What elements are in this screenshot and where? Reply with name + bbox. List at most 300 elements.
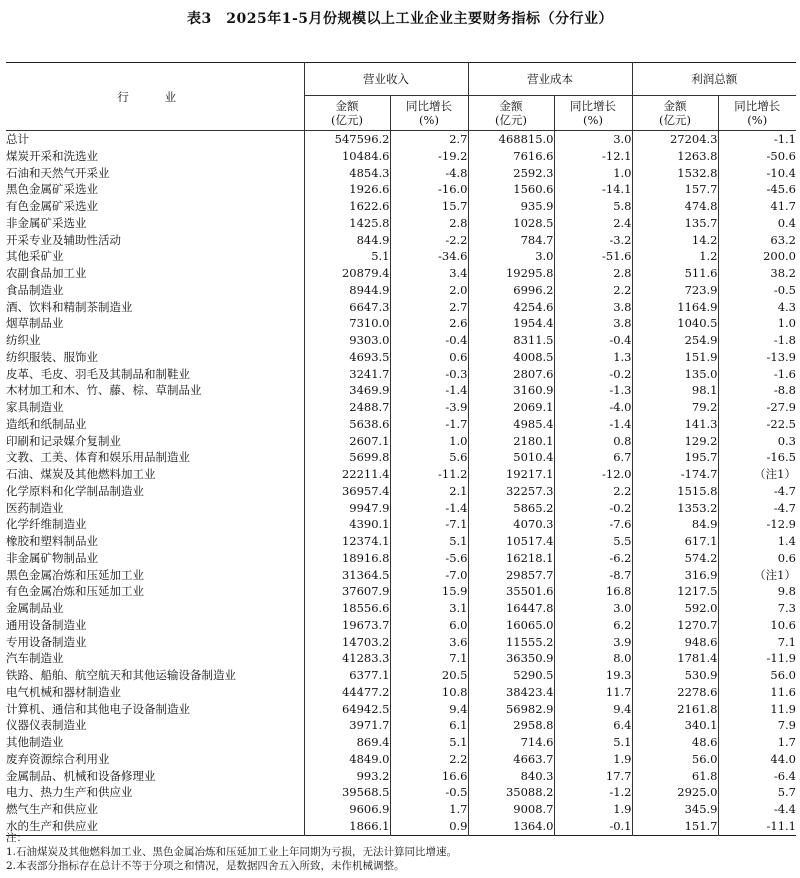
cost-growth-cell: 2.2 — [554, 282, 632, 299]
profit-amount-cell: 1353.2 — [632, 500, 718, 517]
profit-growth-cell: 10.6 — [718, 617, 796, 634]
cost-amount-cell: 35088.2 — [468, 784, 554, 801]
industry-name: 橡胶和塑料制品业 — [6, 534, 98, 548]
revenue-amount-cell: 14703.2 — [304, 634, 390, 651]
revenue-amount-cell: 4390.1 — [304, 516, 390, 533]
revenue-amount-cell: 869.4 — [304, 734, 390, 751]
industry-name: 农副食品加工业 — [6, 266, 87, 280]
revenue-growth-cell: -11.2 — [390, 466, 468, 483]
table-row — [6, 131, 796, 148]
cost-amount-cell: 4254.6 — [468, 299, 554, 316]
table-row — [6, 516, 796, 533]
profit-growth-cell: 7.3 — [718, 600, 796, 617]
profit-amount-cell: 530.9 — [632, 667, 718, 684]
profit-growth-cell: -0.5 — [718, 282, 796, 299]
profit-amount-cell: 27204.3 — [632, 131, 718, 148]
revenue-growth-cell: 15.9 — [390, 583, 468, 600]
growth-unit: (%) — [747, 113, 768, 127]
cost-amount-cell: 19217.1 — [468, 466, 554, 483]
cost-amount-cell: 2958.8 — [468, 717, 554, 734]
revenue-growth-cell: -7.0 — [390, 567, 468, 584]
industry-name: 总计 — [6, 132, 29, 146]
revenue-growth-cell: 2.1 — [390, 483, 468, 500]
revenue-amount-cell: 44477.2 — [304, 684, 390, 701]
industry-name: 其他采矿业 — [6, 249, 64, 264]
profit-amount-cell: 617.1 — [632, 533, 718, 550]
table-row — [6, 349, 796, 366]
industry-name: 黑色金属矿采选业 — [6, 182, 98, 197]
table-row — [6, 265, 796, 282]
industry-name: 金属制品、机械和设备修理业 — [6, 768, 156, 783]
cost-growth-cell: 3.8 — [554, 299, 632, 316]
cost-growth-cell: -1.2 — [554, 784, 632, 801]
profit-growth-cell: 7.9 — [718, 717, 796, 734]
profit-amount-cell: 340.1 — [632, 717, 718, 734]
profit-growth-cell: （注1） — [718, 567, 796, 584]
industry-name: 非金属矿采选业 — [6, 215, 87, 230]
profit-growth-cell: -1.1 — [718, 131, 796, 148]
profit-growth-cell: -1.6 — [718, 366, 796, 383]
cost-growth-cell: -4.0 — [554, 399, 632, 416]
cost-amount-cell: 29857.7 — [468, 567, 554, 584]
industry-name: 金属制品业 — [6, 601, 64, 615]
cost-growth-cell: -0.1 — [554, 818, 632, 835]
amount-label: 金额 — [335, 99, 359, 113]
table-row — [6, 483, 796, 500]
profit-growth-cell: -6.4 — [718, 768, 796, 785]
cost-amount-cell: 9008.7 — [468, 801, 554, 818]
industry-name: 铁路、船舶、航空航天和其他运输设备制造业 — [6, 668, 236, 682]
cost-amount-cell: 8311.5 — [468, 332, 554, 349]
cost-amount-cell: 16447.8 — [468, 600, 554, 617]
industry-name: 煤炭开采和洗选业 — [6, 148, 98, 163]
profit-amount-cell: 129.2 — [632, 433, 718, 450]
industry-name: 通用设备制造业 — [6, 617, 87, 632]
revenue-amount-cell: 9947.9 — [304, 500, 390, 517]
industry-name: 化学纤维制造业 — [6, 517, 87, 532]
industry-name: 木材加工和木、竹、藤、棕、草制品业 — [6, 383, 202, 398]
cost-growth-cell: 6.4 — [554, 717, 632, 734]
table-row — [6, 433, 796, 450]
cost-amount-cell: 3160.9 — [468, 382, 554, 399]
revenue-amount-cell: 844.9 — [304, 232, 390, 249]
footnotes — [6, 831, 796, 873]
amount-label: 金额 — [663, 99, 687, 113]
profit-growth-cell: -11.1 — [718, 818, 796, 835]
revenue-growth-cell: -4.8 — [390, 165, 468, 182]
amount-label: 金额 — [499, 99, 523, 113]
table-row — [6, 667, 796, 684]
revenue-amount-cell: 12374.1 — [304, 533, 390, 550]
profit-growth-cell: 5.7 — [718, 784, 796, 801]
profit-growth-cell: -45.6 — [718, 181, 796, 198]
note-2: 2.本表部分指标存在总计不等于分项之和情况，是数据四舍五入所致，未作机械调整。 — [6, 860, 405, 872]
cost-growth-cell: 11.7 — [554, 684, 632, 701]
industry-name: 汽车制造业 — [6, 651, 64, 666]
cost-group-header: 营业成本 — [468, 63, 632, 96]
profit-growth-cell: -1.8 — [718, 332, 796, 349]
revenue-growth-cell: 15.7 — [390, 198, 468, 215]
profit-growth-cell: -50.6 — [718, 148, 796, 165]
revenue-amount-cell: 64942.5 — [304, 701, 390, 718]
table-row — [6, 215, 796, 232]
industry-name: 化学原料和化学制品制造业 — [6, 483, 144, 498]
profit-amount-cell: 2278.6 — [632, 684, 718, 701]
revenue-amount-cell: 2607.1 — [304, 433, 390, 450]
table-row — [6, 500, 796, 517]
profit-amount-cell: 474.8 — [632, 198, 718, 215]
revenue-amount-cell: 18916.8 — [304, 550, 390, 567]
profit-amount-cell: 2925.0 — [632, 784, 718, 801]
industry-column-header: 行 业 — [6, 63, 304, 131]
revenue-growth-cell: -0.4 — [390, 332, 468, 349]
notes-label: 注： — [6, 832, 27, 844]
profit-amount-cell: 1263.8 — [632, 148, 718, 165]
cost-growth-cell: 5.5 — [554, 533, 632, 550]
table-row — [6, 567, 796, 584]
profit-growth-cell: 0.3 — [718, 433, 796, 450]
profit-amount-header — [632, 96, 718, 131]
revenue-amount-cell: 3241.7 — [304, 366, 390, 383]
industry-name: 开采专业及辅助性活动 — [6, 232, 121, 247]
revenue-growth-cell: -7.1 — [390, 516, 468, 533]
cost-growth-cell: 3.0 — [554, 600, 632, 617]
profit-growth-cell: 44.0 — [718, 751, 796, 768]
cost-growth-cell: 1.3 — [554, 349, 632, 366]
table-row — [6, 332, 796, 349]
industry-name: 废弃资源综合利用业 — [6, 751, 110, 766]
revenue-growth-cell: 5.6 — [390, 449, 468, 466]
table-row — [6, 583, 796, 600]
revenue-growth-cell: -1.4 — [390, 382, 468, 399]
revenue-growth-cell: 2.7 — [390, 131, 468, 148]
profit-growth-cell: 41.7 — [718, 198, 796, 215]
industry-name: 水的生产和供应业 — [6, 818, 98, 833]
profit-amount-cell: 2161.8 — [632, 701, 718, 718]
revenue-amount-cell: 6377.1 — [304, 667, 390, 684]
cost-growth-cell: 1.9 — [554, 751, 632, 768]
table-row — [6, 701, 796, 718]
cost-growth-cell: 1.0 — [554, 165, 632, 182]
revenue-amount-header — [304, 96, 390, 131]
profit-growth-cell: 56.0 — [718, 667, 796, 684]
profit-amount-cell: 98.1 — [632, 382, 718, 399]
revenue-amount-cell: 9606.9 — [304, 801, 390, 818]
profit-growth-cell: -4.4 — [718, 801, 796, 818]
industry-name: 非金属矿物制品业 — [6, 550, 98, 565]
table-row — [6, 382, 796, 399]
revenue-growth-cell: -1.4 — [390, 500, 468, 517]
revenue-amount-cell: 5699.8 — [304, 449, 390, 466]
revenue-growth-cell: 3.6 — [390, 634, 468, 651]
revenue-growth-cell: 0.9 — [390, 818, 468, 835]
profit-growth-cell: -4.7 — [718, 500, 796, 517]
profit-amount-cell: 1217.5 — [632, 583, 718, 600]
table-row — [6, 650, 796, 667]
cost-amount-cell: 16218.1 — [468, 550, 554, 567]
cost-amount-cell: 36350.9 — [468, 650, 554, 667]
cost-amount-cell: 1028.5 — [468, 215, 554, 232]
table-body — [6, 131, 796, 836]
cost-growth-header — [554, 96, 632, 131]
revenue-growth-cell: 2.2 — [390, 751, 468, 768]
revenue-growth-cell: 16.6 — [390, 768, 468, 785]
table-row — [6, 801, 796, 818]
profit-amount-cell: 56.0 — [632, 751, 718, 768]
revenue-growth-header — [390, 96, 468, 131]
revenue-amount-cell: 547596.2 — [304, 131, 390, 148]
cost-growth-cell: 5.8 — [554, 198, 632, 215]
cost-amount-cell: 7616.6 — [468, 148, 554, 165]
profit-amount-cell: 61.8 — [632, 768, 718, 785]
note-1: 1.石油煤炭及其他燃料加工业、黑色金属冶炼和压延加工业上年同期为亏损，无法计算同比增速。 — [6, 846, 458, 858]
profit-amount-cell: 254.9 — [632, 332, 718, 349]
table-row — [6, 684, 796, 701]
growth-label: 同比增长 — [570, 99, 616, 113]
cost-amount-cell: 5290.5 — [468, 667, 554, 684]
table-row — [6, 449, 796, 466]
revenue-amount-cell: 39568.5 — [304, 784, 390, 801]
cost-growth-cell: -1.4 — [554, 416, 632, 433]
cost-amount-cell: 16065.0 — [468, 617, 554, 634]
cost-amount-header — [468, 96, 554, 131]
cost-amount-cell: 1954.4 — [468, 315, 554, 332]
cost-growth-cell: -0.2 — [554, 500, 632, 517]
cost-amount-cell: 714.6 — [468, 734, 554, 751]
cost-amount-cell: 2592.3 — [468, 165, 554, 182]
cost-amount-cell: 2069.1 — [468, 399, 554, 416]
industry-name: 其他制造业 — [6, 735, 64, 749]
cost-growth-cell: 3.8 — [554, 315, 632, 332]
profit-amount-cell: 151.9 — [632, 349, 718, 366]
cost-growth-cell: -0.4 — [554, 332, 632, 349]
cost-growth-cell: 2.4 — [554, 215, 632, 232]
table-row — [6, 399, 796, 416]
table-row — [6, 600, 796, 617]
growth-label: 同比增长 — [406, 99, 452, 113]
profit-growth-cell: -16.5 — [718, 449, 796, 466]
table-row — [6, 416, 796, 433]
profit-amount-cell: 1532.8 — [632, 165, 718, 182]
profit-growth-cell: 0.6 — [718, 550, 796, 567]
profit-amount-cell: 195.7 — [632, 449, 718, 466]
cost-amount-cell: 5010.4 — [468, 449, 554, 466]
revenue-amount-cell: 19673.7 — [304, 617, 390, 634]
profit-growth-cell: -13.9 — [718, 349, 796, 366]
cost-growth-cell: -12.0 — [554, 466, 632, 483]
industry-name: 文教、工美、体育和娱乐用品制造业 — [6, 450, 190, 465]
revenue-growth-cell: 20.5 — [390, 667, 468, 684]
cost-amount-cell: 4985.4 — [468, 416, 554, 433]
revenue-amount-cell: 36957.4 — [304, 483, 390, 500]
cost-growth-cell: 2.2 — [554, 483, 632, 500]
revenue-growth-cell: 3.4 — [390, 265, 468, 282]
revenue-growth-cell: 2.7 — [390, 299, 468, 316]
growth-unit: (%) — [419, 113, 439, 127]
revenue-amount-cell: 37607.9 — [304, 583, 390, 600]
profit-amount-cell: 151.7 — [632, 818, 718, 835]
cost-amount-cell: 2180.1 — [468, 433, 554, 450]
table-row — [6, 181, 796, 198]
profit-growth-cell: 4.3 — [718, 299, 796, 316]
profit-amount-cell: 1164.9 — [632, 299, 718, 316]
cost-amount-cell: 19295.8 — [468, 265, 554, 282]
table-row — [6, 751, 796, 768]
table-row — [6, 148, 796, 165]
table-row — [6, 717, 796, 734]
revenue-growth-cell: 5.1 — [390, 533, 468, 550]
table-row — [6, 198, 796, 215]
revenue-amount-cell: 8944.9 — [304, 282, 390, 299]
revenue-amount-cell: 993.2 — [304, 768, 390, 785]
revenue-growth-cell: 0.6 — [390, 349, 468, 366]
revenue-amount-cell: 6647.3 — [304, 299, 390, 316]
industry-name: 造纸和纸制品业 — [6, 416, 87, 431]
revenue-amount-cell: 3469.9 — [304, 382, 390, 399]
profit-growth-cell: 11.9 — [718, 701, 796, 718]
profit-amount-cell: 14.2 — [632, 232, 718, 249]
cost-growth-cell: 6.7 — [554, 449, 632, 466]
industry-name: 仪器仪表制造业 — [6, 718, 87, 733]
cost-growth-cell: -8.7 — [554, 567, 632, 584]
revenue-amount-cell: 2488.7 — [304, 399, 390, 416]
industry-name: 计算机、通信和其他电子设备制造业 — [6, 701, 190, 716]
cost-growth-cell: -0.2 — [554, 366, 632, 383]
cost-growth-cell: -51.6 — [554, 248, 632, 265]
cost-amount-cell: 56982.9 — [468, 701, 554, 718]
profit-amount-cell: 574.2 — [632, 550, 718, 567]
industry-name: 纺织服装、服饰业 — [6, 349, 98, 364]
revenue-growth-cell: -1.7 — [390, 416, 468, 433]
amount-unit: (亿元) — [331, 113, 363, 127]
industry-name: 纺织业 — [6, 333, 41, 347]
revenue-growth-cell: 7.1 — [390, 650, 468, 667]
profit-amount-cell: 345.9 — [632, 801, 718, 818]
table-row — [6, 165, 796, 182]
industry-name: 有色金属冶炼和压延加工业 — [6, 584, 144, 599]
profit-amount-cell: 1515.8 — [632, 483, 718, 500]
cost-amount-cell: 4008.5 — [468, 349, 554, 366]
table-row — [6, 466, 796, 483]
profit-amount-cell: 592.0 — [632, 600, 718, 617]
cost-growth-cell: 1.9 — [554, 801, 632, 818]
industry-name: 石油、煤炭及其他燃料加工业 — [6, 467, 156, 481]
cost-amount-cell: 38423.4 — [468, 684, 554, 701]
cost-growth-cell: 6.2 — [554, 617, 632, 634]
cost-amount-cell: 5865.2 — [468, 500, 554, 517]
cost-amount-cell: 2807.6 — [468, 366, 554, 383]
revenue-amount-cell: 10484.6 — [304, 148, 390, 165]
revenue-growth-cell: 9.4 — [390, 701, 468, 718]
profit-amount-cell: 316.9 — [632, 567, 718, 584]
cost-amount-cell: 35501.6 — [468, 583, 554, 600]
industry-name: 烟草制品业 — [6, 316, 64, 331]
revenue-amount-cell: 1622.6 — [304, 198, 390, 215]
table-row — [6, 634, 796, 651]
profit-amount-cell: 723.9 — [632, 282, 718, 299]
profit-amount-cell: 84.9 — [632, 516, 718, 533]
revenue-growth-cell: -16.0 — [390, 181, 468, 198]
cost-amount-cell: 10517.4 — [468, 533, 554, 550]
cost-growth-cell: 16.8 — [554, 583, 632, 600]
cost-growth-cell: 5.1 — [554, 734, 632, 751]
revenue-growth-cell: 2.6 — [390, 315, 468, 332]
industry-name: 电气机械和器材制造业 — [6, 684, 121, 699]
revenue-growth-cell: 1.0 — [390, 433, 468, 450]
profit-group-header: 利润总额 — [632, 63, 796, 96]
profit-growth-cell: -22.5 — [718, 416, 796, 433]
cost-growth-cell: -12.1 — [554, 148, 632, 165]
revenue-growth-cell: -0.5 — [390, 784, 468, 801]
industry-name: 食品制造业 — [6, 282, 64, 297]
cost-growth-cell: 17.7 — [554, 768, 632, 785]
revenue-amount-cell: 1425.8 — [304, 215, 390, 232]
revenue-amount-cell: 1866.1 — [304, 818, 390, 835]
industry-name: 黑色金属冶炼和压延加工业 — [6, 567, 144, 582]
cost-amount-cell: 32257.3 — [468, 483, 554, 500]
revenue-amount-cell: 22211.4 — [304, 466, 390, 483]
profit-growth-cell: 200.0 — [718, 248, 796, 265]
cost-amount-cell: 1364.0 — [468, 818, 554, 835]
financial-indicators-table — [6, 62, 796, 836]
page-title: 表3 2025年1-5月份规模以上工业企业主要财务指标（分行业） — [187, 11, 613, 27]
revenue-amount-cell: 4693.5 — [304, 349, 390, 366]
cost-growth-cell: 0.8 — [554, 433, 632, 450]
profit-growth-cell: 1.0 — [718, 315, 796, 332]
profit-amount-cell: -174.7 — [632, 466, 718, 483]
revenue-growth-cell: -34.6 — [390, 248, 468, 265]
cost-amount-cell: 935.9 — [468, 198, 554, 215]
revenue-growth-cell: 3.1 — [390, 600, 468, 617]
revenue-growth-cell: -3.9 — [390, 399, 468, 416]
profit-growth-cell: -4.7 — [718, 483, 796, 500]
table-row — [6, 248, 796, 265]
profit-growth-cell: -10.4 — [718, 165, 796, 182]
revenue-growth-cell: 5.1 — [390, 734, 468, 751]
industry-name: 燃气生产和供应业 — [6, 802, 98, 816]
revenue-amount-cell: 4849.0 — [304, 751, 390, 768]
revenue-growth-cell: 2.8 — [390, 215, 468, 232]
revenue-amount-cell: 3971.7 — [304, 717, 390, 734]
revenue-amount-cell: 9303.0 — [304, 332, 390, 349]
cost-amount-cell: 6996.2 — [468, 282, 554, 299]
cost-amount-cell: 4070.3 — [468, 516, 554, 533]
cost-amount-cell: 468815.0 — [468, 131, 554, 148]
industry-name: 酒、饮料和精制茶制造业 — [6, 299, 133, 314]
revenue-amount-cell: 7310.0 — [304, 315, 390, 332]
cost-amount-cell: 4663.7 — [468, 751, 554, 768]
revenue-growth-cell: -5.6 — [390, 550, 468, 567]
amount-unit: (亿元) — [659, 113, 691, 127]
profit-growth-header — [718, 96, 796, 131]
cost-amount-cell: 840.3 — [468, 768, 554, 785]
profit-amount-cell: 157.7 — [632, 181, 718, 198]
profit-growth-cell: -12.9 — [718, 516, 796, 533]
table-row — [6, 282, 796, 299]
profit-amount-cell: 1.2 — [632, 248, 718, 265]
revenue-group-header: 营业收入 — [304, 63, 468, 96]
revenue-growth-cell: 10.8 — [390, 684, 468, 701]
profit-amount-cell: 135.7 — [632, 215, 718, 232]
revenue-amount-cell: 5.1 — [304, 248, 390, 265]
growth-unit: (%) — [583, 113, 603, 127]
cost-growth-cell: -7.6 — [554, 516, 632, 533]
table-row — [6, 550, 796, 567]
profit-growth-cell: -8.8 — [718, 382, 796, 399]
cost-growth-cell: -1.3 — [554, 382, 632, 399]
cost-growth-cell: -14.1 — [554, 181, 632, 198]
table-row — [6, 734, 796, 751]
